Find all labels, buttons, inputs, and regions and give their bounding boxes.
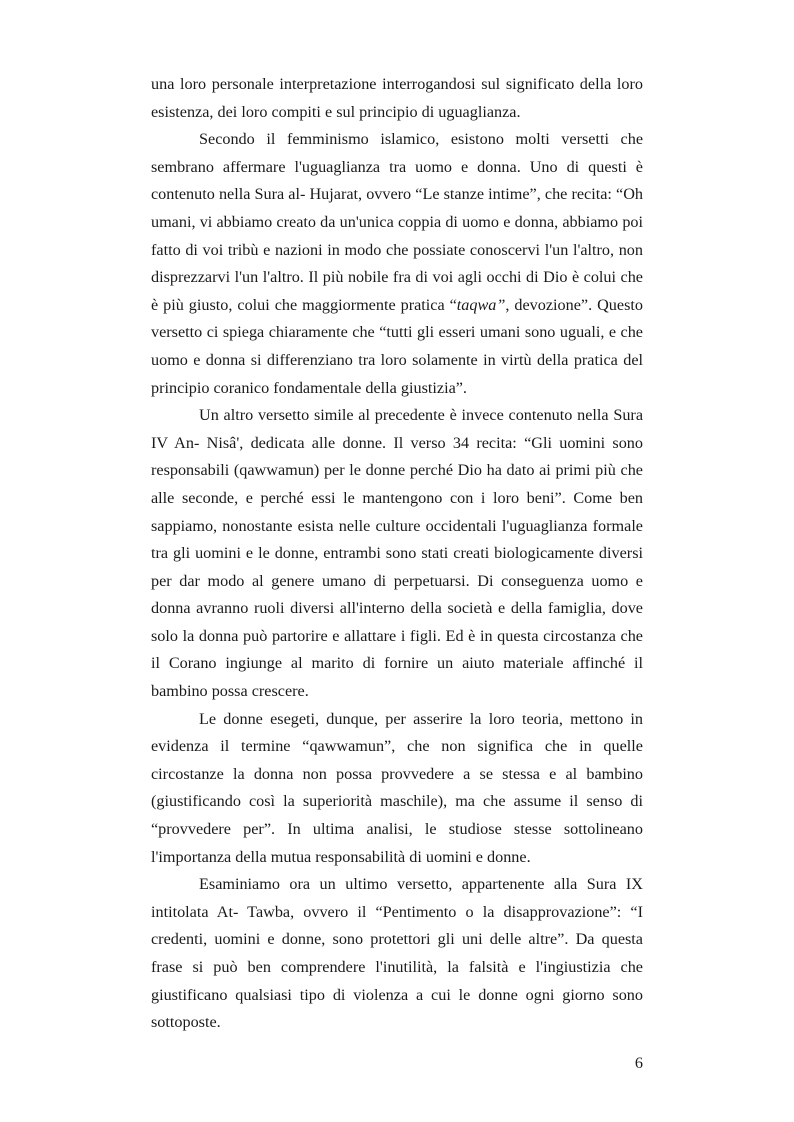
paragraph-sura-al-hujarat [151,126,643,402]
paragraph-sura-an-nisa: Un altro versetto simile al precedente è invece contenuto nella Sura IV An- Nisâ', dedicata alle donne. Il verso 34 recita: “Gli uomini sono responsabili (qawwamun) per le donne perché Dio ha dato ai primi più che alle seconde, e perché essi le mantengono con i loro beni”. Come ben sappiamo, nonostante esista nelle culture occidentali l'uguaglianza formale tra gli uomini e le donne, entrambi sono stati creati biologicamente diversi per dar modo al genere umano di perpetuarsi. Di conseguenza uomo e donna avranno ruoli diversi all'interno della società e della famiglia, dove solo la donna può partorire e allattare i figli. Ed è in questa circostanza che il Corano ingiunge al marito di fornire un aiuto materiale affinché il bambino possa crescere. [151,406,643,701]
paragraph-continuation: una loro personale interpretazione interrogandosi sul significato della loro esistenza, dei loro compiti e sul principio di uguaglianza. [151,75,643,121]
page-body [151,71,643,1037]
paragraph-text-after-italic: , devozione”. Questo versetto ci spiega chiaramente che “tutti gli esseri umani sono uguali, e che uomo e donna si differenziano tra loro solamente in virtù della pratica del principio coranico fondamentale della giustizia”. [151,295,643,397]
italic-term-taqwa: taqwa” [456,295,506,314]
page-number: 6 [634,1054,643,1072]
paragraph-qawwamun: Le donne esegeti, dunque, per asserire la loro teoria, mettono in evidenza il termine “qawwamun”, che non significa che in quelle circostanze la donna non possa provvedere a se stessa e al bambino (giustificando così la superiorità maschile), ma che assume il senso di “provvedere per”. In ultima analisi, le studiose stesse sottolineano l'importanza della mutua responsabilità di uomini e donne. [151,709,643,866]
paragraph-text-before-italic: Secondo il femminismo islamico, esistono molti versetti che sembrano affermare l'uguaglianza tra uomo e donna. Uno di questi è contenuto nella Sura al- Hujarat, ovvero “Le stanze intime”, che recita: “Oh umani, vi abbiamo creato da un'unica coppia di uomo e donna, abbiamo poi fatto di voi tribù e nazioni in modo che possiate conoscervi l'un l'altro, non disprezzarvi l'un l'altro. Il più nobile fra di voi agli occhi di Dio è colui che è più giusto, colui che maggiormente pratica “ [151,130,643,314]
paragraph-sura-at-tawba: Esaminiamo ora un ultimo versetto, appartenente alla Sura IX intitolata At- Tawba, ovvero il “Pentimento o la disapprovazione”: “I credenti, uomini e donne, sono protettori gli uni delle altre”. Da questa frase si può ben comprendere l'inutilità, la falsità e l'ingiustizia che giustificano qualsiasi tipo di violenza a cui le donne ogni giorno sono sottoposte. [151,875,643,1032]
